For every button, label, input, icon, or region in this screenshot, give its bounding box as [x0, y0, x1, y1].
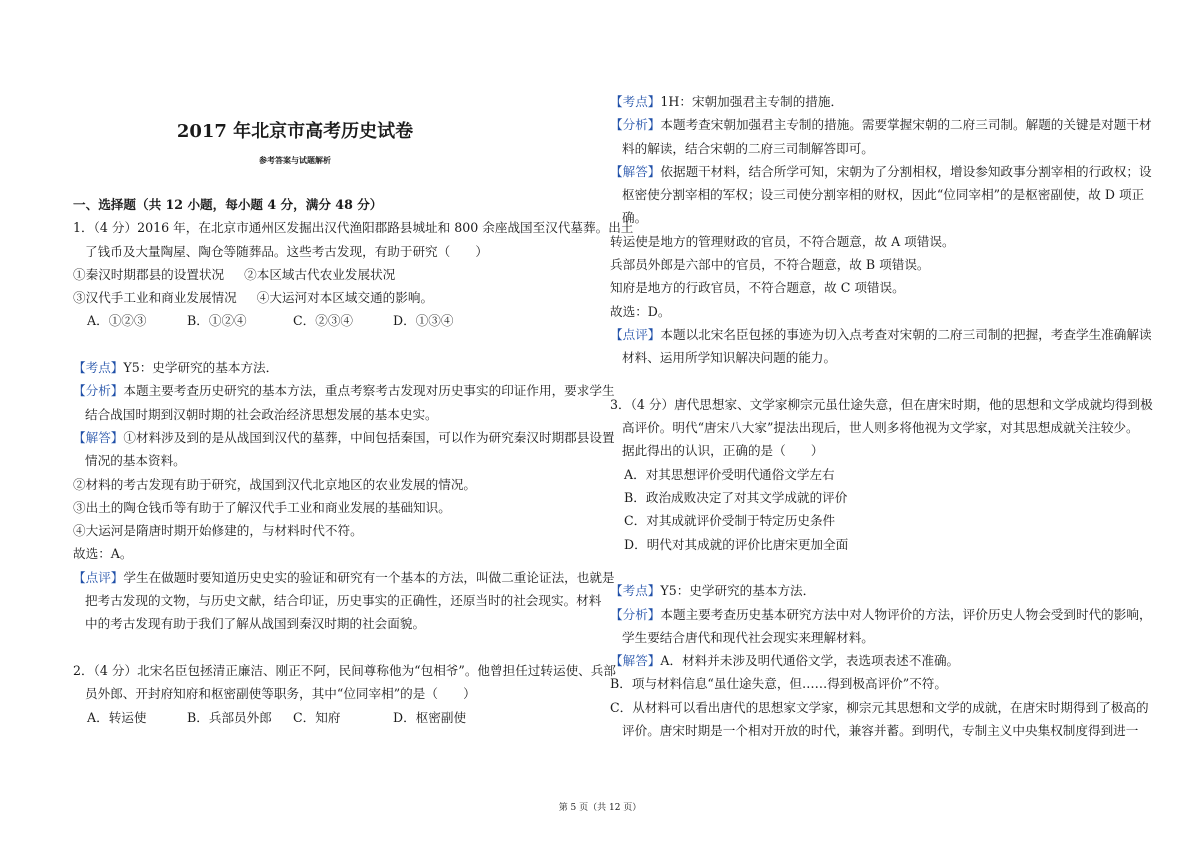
q3-analysis-text: 学生要结合唐代和现代社会现实来理解材料。 [622, 629, 874, 645]
q3-option-c: C．对其成就评价受制于特定历史条件 [624, 513, 836, 529]
q1-options [73, 309, 633, 332]
q2-option-c: C．知府 [293, 709, 341, 725]
page-subtitle: 参考答案与试题解析 [259, 155, 331, 165]
q1-item: ③汉代手工业和商业发展情况 [73, 290, 237, 306]
q1-extra-line: ③出土的陶仓钱币等有助于了解汉代手工业和商业发展的基础知识。 [73, 499, 451, 515]
answer-tag: 【解答】 [73, 429, 124, 445]
right-column [610, 90, 1153, 742]
q1-comment-text: 中的考古发现有助于我们了解从战国到秦汉时期的社会面貌。 [85, 616, 426, 632]
analysis-tag: 【分析】 [610, 117, 661, 133]
q1-extra-line: ②材料的考古发现有助于研究，战国到汉代北京地区的农业发展的情况。 [73, 476, 476, 492]
q2-option-b: B．兵部员外郎 [187, 709, 272, 725]
q1-answer [73, 426, 633, 449]
q1-item-row [73, 286, 633, 309]
analysis-tag: 【分析】 [610, 606, 661, 622]
q1-analysis-text: 本题主要考查历史研究的基本方法，重点考察考古发现对历史事实的印证作用，要求学生 [123, 383, 615, 399]
q2-stem-line: 2．（4 分）北宋名臣包拯清正廉洁、刚正不阿，民间尊称他为“包相爷”。他曾担任过转运使、兵部 [73, 662, 616, 678]
q2-point-text: 1H：宋朝加强君主专制的措施． [660, 94, 844, 109]
q2-answer-text: 确。 [622, 210, 648, 226]
q2-extra-line: 兵部员外郎是六部中的官员，不符合题意，故 B 项错误。 [610, 257, 930, 273]
answer-tag: 【解答】 [610, 653, 661, 669]
comment-tag: 【点评】 [610, 326, 661, 342]
q1-analysis-text: 结合战国时期到汉朝时期的社会政治经济思想发展的基本史实。 [85, 406, 438, 422]
q1-option-d: D．①③④ [393, 313, 454, 329]
q1-item: ④大运河对本区域交通的影响。 [256, 290, 434, 306]
q3-stem-line: 高评价。明代“唐宋八大家”提法出现后，世人则多将他视为文学家，对其思想成就关注较少。 [622, 420, 1139, 436]
q3-extra-line: C．从材料可以看出唐代的思想家文学家，柳宗元其思想和文学的成就，在唐宋时期得到了极高的 [610, 699, 1149, 715]
q3-stem-line: 3．（4 分）唐代思想家、文学家柳宗元虽仕途失意，但在唐宋时期，他的思想和文学成就均得到极 [610, 396, 1153, 412]
q3-point [610, 579, 1153, 602]
q3-answer-text: A．材料并未涉及明代通俗文学，表选项表述不准确。 [660, 653, 960, 669]
q1-stem-line: 1．（4 分）2016 年，在北京市通州区发掘出汉代渔阳郡路县城址和 800 余座战国至汉代墓葬。出土 [73, 220, 634, 236]
q3-analysis [610, 603, 1153, 626]
q2-comment-text: 材料、运用所学知识解决问题的能力。 [622, 350, 837, 366]
page-footer: 第 5 页（共 12 页） [558, 803, 642, 813]
answer-tag: 【解答】 [610, 163, 661, 179]
q2-analysis [610, 113, 1153, 136]
q3-stem-line: 据此得出的认识，正确的是（ ） [622, 443, 824, 459]
q1-choice: 故选：A。 [73, 546, 133, 562]
section-heading: 一、选择题（共 12 小题，每小题 4 分，满分 48 分） [73, 197, 383, 212]
q3-option-a: A．对其思想评价受明代通俗文学左右 [624, 466, 835, 482]
q2-stem-line: 员外郎、开封府知府和枢密副使等职务，其中“位同宰相”的是（ ） [85, 686, 476, 702]
q2-option-a: A．转运使 [87, 709, 147, 725]
q2-analysis-text: 料的解读，结合宋朝的二府三司制解答即可。 [622, 140, 874, 156]
q2-answer-text: 依据题干材料，结合所学可知，宋朝为了分割相权，增设参知政事分割宰相的行政权；设 [660, 163, 1152, 179]
q2-option-d: D．枢密副使 [393, 709, 467, 725]
q2-analysis-text: 本题考查宋朝加强君主专制的措施。需要掌握宋朝的二府三司制。解题的关键是对题干材 [660, 117, 1152, 133]
q2-comment-text: 本题以北宋名臣包拯的事迹为切入点考查对宋朝的二府三司制的把握，考查学生准确解读 [660, 326, 1152, 342]
q1-comment [73, 566, 633, 589]
q2-choice: 故选：D。 [610, 303, 671, 319]
q1-option-b: B．①②④ [187, 313, 247, 329]
q1-comment-text: 把考古发现的文物，与历史文献，结合印证，历史事实的正确性，还原当时的社会现实。材料 [85, 593, 602, 609]
q3-point-text: Y5：史学研究的基本方法． [660, 583, 816, 599]
q1-option-a: A．①②③ [87, 313, 147, 329]
q1-item: ①秦汉时期郡县的设置状况 [73, 266, 225, 282]
q2-comment [610, 323, 1153, 346]
point-tag: 【考点】 [610, 94, 661, 109]
q2-extra-line: 知府是地方的行政官员，不符合题意，故 C 项错误。 [610, 280, 905, 296]
q1-stem-line: 了钱币及大量陶屋、陶仓等随葬品。这些考古发现，有助于研究（ ） [85, 243, 488, 259]
left-column [73, 193, 633, 729]
q1-option-c: C．②③④ [293, 313, 354, 329]
q1-extra-line: ④大运河是隋唐时期开始修建的，与材料时代不符。 [73, 523, 363, 539]
q1-item-row [73, 263, 633, 286]
q2-options [73, 706, 633, 729]
q3-option-b: B．政治成败决定了对其文学成就的评价 [624, 490, 848, 506]
q1-analysis [73, 379, 633, 402]
q1-point-text: Y5：史学研究的基本方法． [123, 360, 279, 376]
q1-point [73, 356, 633, 379]
q3-extra-line: B．项与材料信息“虽仕途失意，但……得到极高评价”不符。 [610, 676, 947, 692]
q3-answer [610, 649, 1153, 672]
analysis-tag: 【分析】 [73, 383, 124, 399]
q3-option-d: D．明代对其成就的评价比唐宋更加全面 [624, 536, 849, 552]
comment-tag: 【点评】 [73, 569, 124, 585]
q1-answer-text: 情况的基本资料。 [85, 453, 186, 469]
q2-point [610, 90, 1153, 113]
q1-comment-text: 学生在做题时要知道历史史实的验证和研究有一个基本的方法，叫做二重论证法，也就是 [123, 569, 615, 585]
q2-answer [610, 160, 1153, 183]
point-tag: 【考点】 [73, 360, 124, 376]
q2-extra-line: 转运使是地方的管理财政的官员，不符合题意，故 A 项错误。 [610, 233, 955, 249]
point-tag: 【考点】 [610, 583, 661, 599]
q1-item: ②本区域古代农业发展状况 [244, 266, 396, 282]
page-title: 2017 年北京市高考历史试卷 [176, 121, 414, 142]
q3-extra-line: 评价。唐宋时期是一个相对开放的时代，兼容并蓄。到明代，专制主义中央集权制度得到进一 [622, 723, 1139, 739]
q3-analysis-text: 本题主要考查历史基本研究方法中对人物评价的方法，评价历史人物会受到时代的影响， [660, 606, 1152, 622]
q1-answer-text: ①材料涉及到的是从战国到汉代的墓葬，中间包括秦国，可以作为研究秦汉时期郡县设置 [123, 429, 615, 445]
q2-answer-text: 枢密使分割宰相的军权；设三司使分割宰相的财权，因此“位同宰相”的是枢密副使，故 D 项正 [622, 187, 1145, 203]
